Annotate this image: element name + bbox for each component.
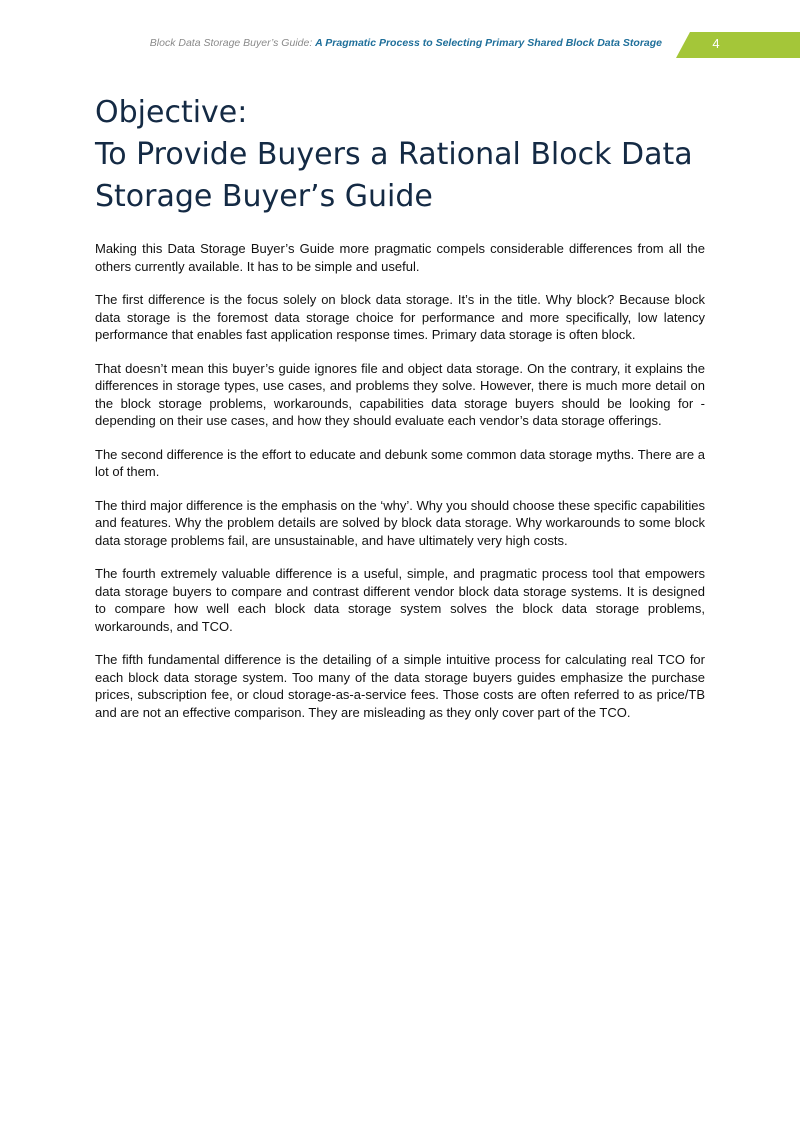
paragraph-4: The second difference is the effort to educate and debunk some common data storage myths. There are a lot of them. (95, 446, 705, 479)
running-header (150, 37, 662, 49)
paragraph-2: The first difference is the focus solely on block data storage. It’s in the title. Why block? Because block data storage is the foremost data storage choice for performance and more specifically, low latency performance that enables fast application response times. Primary data storage is often block. (95, 292, 705, 342)
page-header (0, 0, 800, 60)
header-subtitle: A Pragmatic Process to Selecting Primary Shared Block Data Storage (315, 37, 662, 49)
page-number-tab (676, 32, 800, 58)
paragraph-1: Making this Data Storage Buyer’s Guide more pragmatic compels considerable differences from all the others currently available. It has to be simple and useful. (95, 241, 705, 274)
title-line-2: To Provide Buyers a Rational Block Data (95, 137, 693, 172)
paragraph-7: The fifth fundamental difference is the detailing of a simple intuitive process for calculating real TCO for each block data storage system. Too many of the data storage buyers guides emphasize the purchase prices, subscription fee, or cloud storage-as-a-service fees. Those costs are often referred to as price/TB and are not an effective comparison. They are misleading as they only cover part of the TCO. (95, 652, 705, 720)
title-line-1: Objective: (95, 95, 248, 130)
page-number: 4 (712, 36, 720, 51)
paragraph-5: The third major difference is the emphasis on the ‘why’. Why you should choose these specific capabilities and features. Why the problem details are solved by block data storage. Why workarounds to some block data storage problems fail, are unsustainable, and have ultimately very high costs. (95, 497, 705, 548)
title-line-3: Storage Buyer’s Guide (95, 179, 433, 214)
page-title (95, 92, 715, 218)
header-prefix: Block Data Storage Buyer’s Guide: (149, 37, 316, 49)
paragraph-6: The fourth extremely valuable difference is a useful, simple, and pragmatic process tool that empowers data storage buyers to compare and contrast different vendor block data storage systems. It is designed to compare how well each block data storage system solves the block data storage problems, workarounds, and TCO. (95, 566, 705, 634)
body-text (95, 240, 705, 737)
paragraph-3: That doesn’t mean this buyer’s guide ignores file and object data storage. On the contrary, it explains the differences in storage types, use cases, and problems they solve. However, there is much more detail on the block storage problems, workarounds, capabilities data storage buyers should be looking for - depending on their use cases, and how they should evaluate each vendor’s data storage offerings. (95, 360, 705, 428)
